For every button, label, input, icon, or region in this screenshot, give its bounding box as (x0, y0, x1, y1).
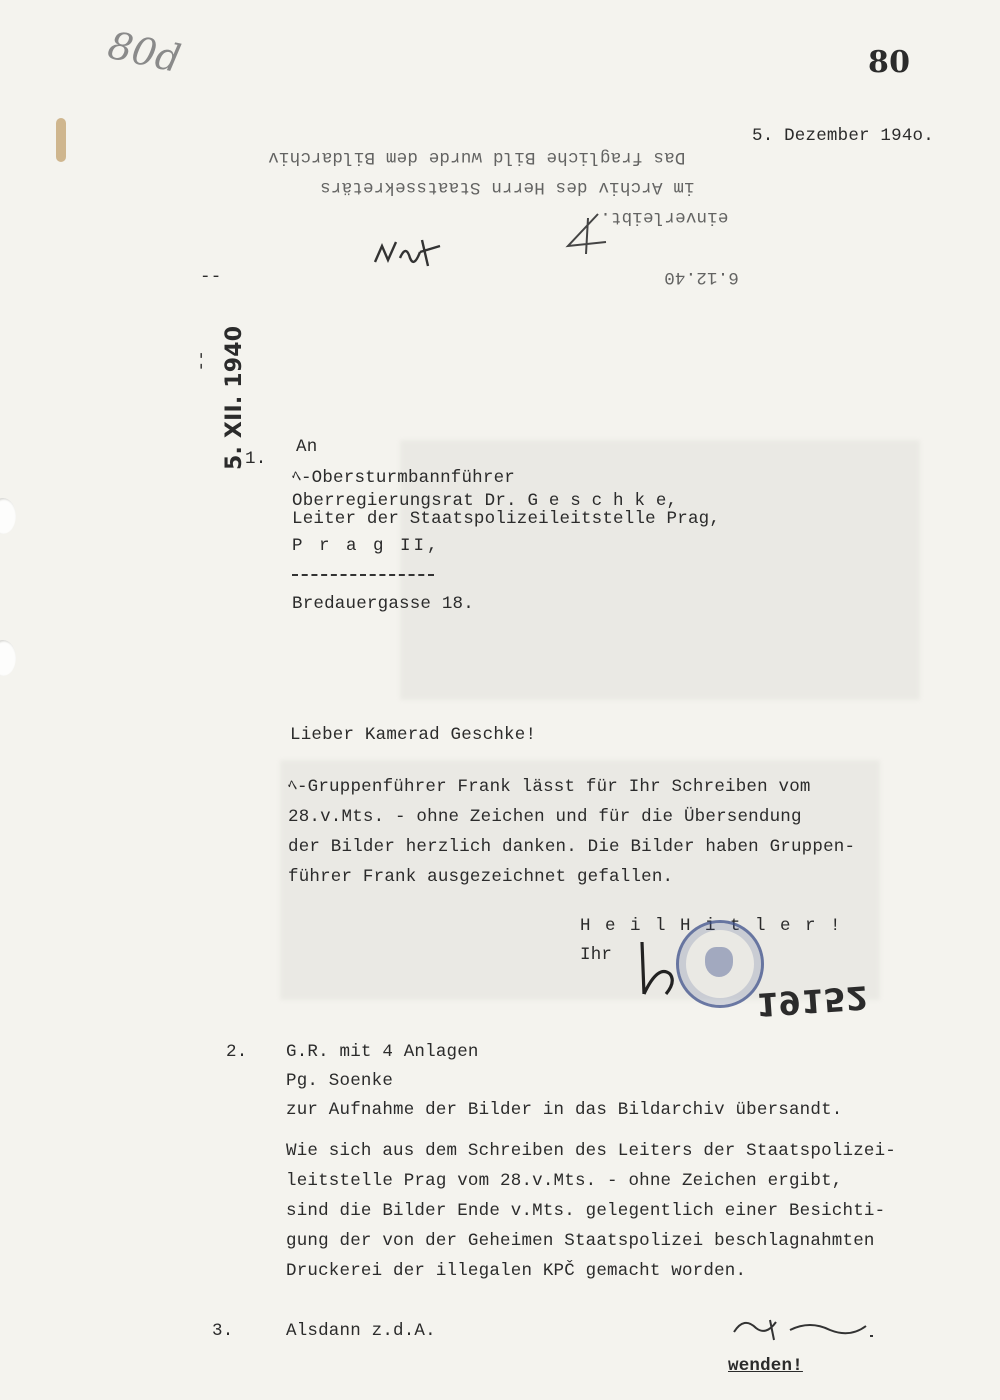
mirrored-note-date: 6.12.40 (664, 267, 739, 287)
mirrored-note-line: Das fragliche Bild wurde dem Bildarchiv (268, 147, 686, 167)
handwritten-mark (562, 212, 612, 256)
address-line: An (296, 437, 318, 457)
routing-line: G.R. mit 4 Anlagen (286, 1042, 479, 1062)
closing: H e i l H i t l e r ! (580, 916, 843, 936)
address-city: P r a g II, (292, 536, 441, 556)
handwritten-paraph (730, 1310, 880, 1344)
item-number: 3. (212, 1321, 234, 1341)
letter-date: 5. Dezember 194o. (752, 126, 934, 146)
archive-stamp (676, 920, 764, 1008)
page-number: 80 (868, 45, 911, 80)
note-line: sind die Bilder Ende v.Mts. gelegentlich einer Besichti- (286, 1201, 886, 1221)
item-number: 1. (245, 449, 267, 469)
turn-over-note: wenden! (728, 1356, 803, 1376)
address-line: ﾍ-Obersturmbannführer (292, 468, 515, 488)
body-line: ﾍ-Gruppenführer Frank lässt für Ihr Schreiben vom (288, 777, 811, 797)
address-line: Leiter der Staatspolizeileitstelle Prag, (292, 509, 721, 529)
mirrored-note-line: einverleibt. (600, 207, 729, 227)
stamp-number: 19152 (754, 978, 870, 1024)
note-line: Druckerei der illegalen KPČ gemacht worden. (286, 1261, 747, 1281)
rust-mark (56, 118, 66, 162)
closing-ihr: Ihr (580, 945, 613, 965)
routing-line: zur Aufnahme der Bilder in das Bildarchiv übersandt. (286, 1100, 843, 1120)
address-street: Bredauergasse 18. (292, 594, 474, 614)
dash-mark: -- (200, 267, 222, 287)
mirrored-note-line: im Archiv des Herrn Staatssekretärs (320, 177, 695, 197)
note-line: leitstelle Prag vom 28.v.Mts. - ohne Zeichen ergibt, (286, 1171, 843, 1191)
punch-hole (0, 498, 16, 534)
dash-mark: -- (190, 350, 211, 372)
note-line: Wie sich aus dem Schreiben des Leiters der Staatspolizei- (286, 1141, 896, 1161)
salutation: Lieber Kamerad Geschke! (290, 725, 537, 745)
body-line: der Bilder herzlich danken. Die Bilder haben Gruppen- (288, 837, 856, 857)
handwritten-initials (370, 232, 450, 272)
routing-line: Pg. Soenke (286, 1071, 394, 1091)
body-line: führer Frank ausgezeichnet gefallen. (288, 867, 674, 887)
archive-note: 80d (104, 22, 185, 82)
punch-hole (0, 640, 16, 676)
address-line: Oberregierungsrat Dr. G e s c h k e, (292, 491, 678, 511)
body-line: 28.v.Mts. - ohne Zeichen und für die Übersendung (288, 807, 802, 827)
note-line: gung der von der Geheimen Staatspolizei beschlagnahmten (286, 1231, 875, 1251)
signature (628, 938, 678, 1000)
filing-instruction: Alsdann z.d.A. (286, 1321, 436, 1341)
underline-rule (292, 574, 434, 576)
stamp-emblem (705, 947, 733, 977)
item-number: 2. (226, 1042, 248, 1062)
date-stamp: 5. XII. 1940 (222, 325, 247, 470)
